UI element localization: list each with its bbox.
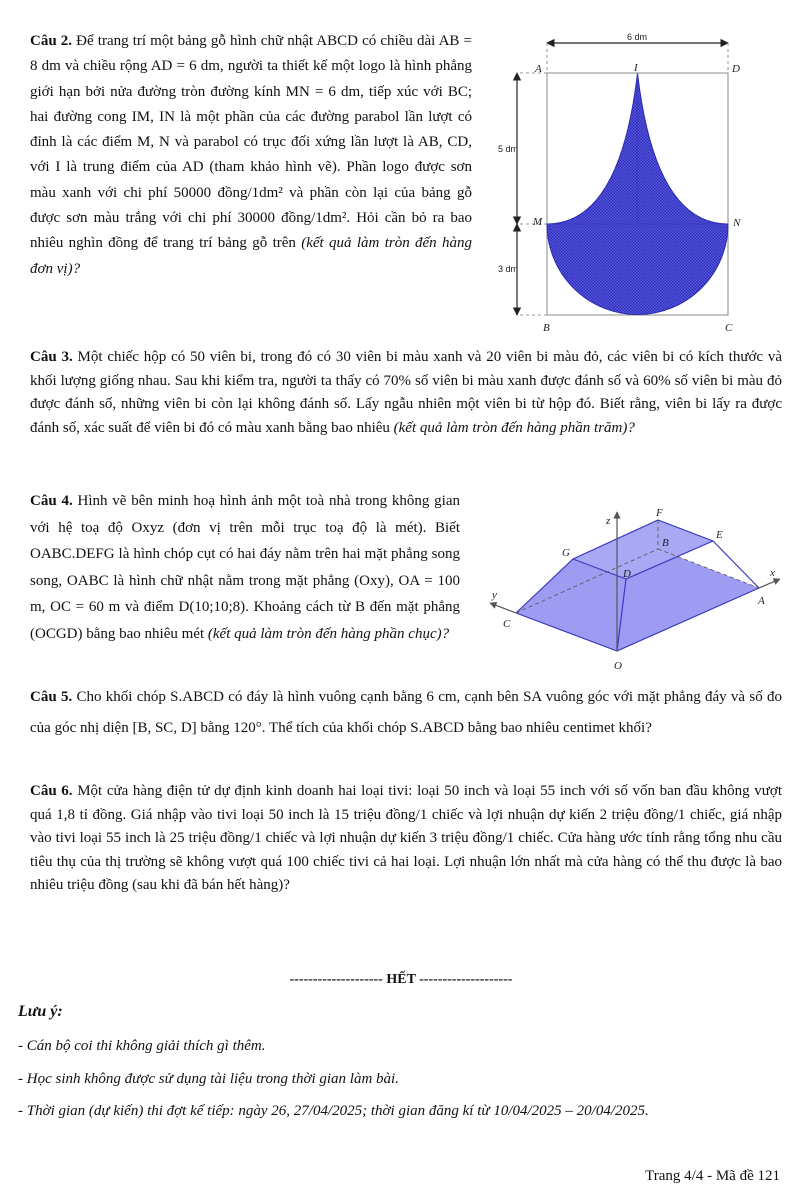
svg-text:B: B <box>543 322 550 334</box>
question-note: (kết quả làm tròn đến hàng đơn vị)? <box>30 235 473 277</box>
notes-title: Lưu ý: <box>18 1003 63 1020</box>
question-4 <box>30 488 460 648</box>
svg-text:A: A <box>535 63 542 75</box>
question-label: Câu 5. <box>30 689 73 705</box>
svg-text:F: F <box>656 507 663 519</box>
note-item: - Thời gian (dự kiến) thi đợt kế tiếp: ngày 26, 27/04/2025; thời gian đăng kí từ 10/04/2025 – 20/04/2025. <box>18 1103 649 1119</box>
question-note: (kết quả làm tròn đến hàng phần chục)? <box>207 625 450 642</box>
frustum-figure <box>480 490 780 680</box>
question-label: Câu 4. <box>30 493 73 509</box>
svg-text:x: x <box>770 567 775 579</box>
question-label: Câu 2. <box>30 33 73 49</box>
svg-text:G: G <box>562 547 570 559</box>
svg-text:3 dm: 3 dm <box>498 264 519 274</box>
svg-text:D: D <box>623 568 631 580</box>
question-text: Để trang trí một bảng gỗ hình chữ nhật ABCD có chiều dài AB = 8 dm và chiều rộng AD = 6 dm, người ta thiết kế một logo là hình phẳng giới hạn bởi nửa đường tròn đường kính MN = 6 dm, tiếp xúc với BC; hai đường cong IM, IN là một phần của các đường parabol lần lượt có đỉnh là các điểm M, N và parabol có trục đối xứng lần lượt là AB, CD, với I là trung điểm của AD (tham khảo hình vẽ). Phần logo được sơn màu xanh với chi phí 50000 đồng/1dm² và phần còn lại của bảng gỗ được sơn màu trắng với chi phí 30000 đồng/1dm². Hỏi cần bỏ ra bao nhiêu nghìn đồng để trang trí bảng gỗ trên <box>30 33 472 252</box>
logo-figure <box>480 20 780 340</box>
svg-text:C: C <box>503 618 511 630</box>
svg-text:C: C <box>725 322 733 334</box>
question-note: (kết quả làm tròn đến hàng phần trăm)? <box>393 419 635 436</box>
svg-text:B: B <box>662 537 669 549</box>
question-text: Một chiếc hộp có 50 viên bi, trong đó có 30 viên bi màu xanh và 20 viên bi màu đỏ, các viên bi có kích thước và khối lượng giống nhau. Sau khi kiểm tra, người ta thấy có 70% số viên bi màu xanh được đánh số và 60% số viên bi màu đỏ được đánh số, những viên bi còn lại không đánh số. Lấy ngẫu nhiên một viên bi từ hộp đó. Biết rằng, viên bi lấy ra được đánh số, xác suất để viên bi đó có màu xanh bằng bao nhiêu <box>30 349 782 436</box>
svg-text:D: D <box>732 63 740 75</box>
question-label: Câu 3. <box>30 349 73 365</box>
svg-text:A: A <box>758 595 765 607</box>
svg-text:N: N <box>733 217 741 229</box>
svg-text:M: M <box>533 216 543 228</box>
svg-text:I: I <box>634 62 638 74</box>
note-item: - Cán bộ coi thi không giải thích gì thêm. <box>18 1038 266 1054</box>
svg-text:y: y <box>492 589 497 601</box>
question-text: Hình vẽ bên minh hoạ hình ảnh một toà nhà trong không gian với hệ toạ độ Oxyz (đơn vị trên mỗi trục toạ độ là mét). Biết OABC.DEFG là hình chóp cụt có hai đáy nằm trên hai mặt phẳng song song, OABC là hình chữ nhật nằm trong mặt phẳng (Oxy), OA = 100 m, OC = 60 m và điểm D(10;10;8). Khoảng cách từ B đến mặt phẳng (OCGD) bằng bao nhiêu mét <box>30 493 460 642</box>
question-label: Câu 6. <box>30 783 73 799</box>
question-3 <box>30 346 782 440</box>
question-6 <box>30 780 782 898</box>
end-marker: -------------------- HẾT -------------------- <box>289 972 513 987</box>
svg-text:5 dm: 5 dm <box>498 144 519 154</box>
svg-text:O: O <box>614 660 622 672</box>
page-footer: Trang 4/4 - Mã đề 121 <box>645 1168 780 1184</box>
question-5 <box>30 682 782 744</box>
note-item: - Học sinh không được sử dụng tài liệu trong thời gian làm bài. <box>18 1071 399 1087</box>
svg-text:z: z <box>606 515 611 527</box>
svg-text:E: E <box>716 529 723 541</box>
question-text: Cho khối chóp S.ABCD có đáy là hình vuông cạnh bằng 6 cm, cạnh bên SA vuông góc với mặt phẳng đáy và số đo của góc nhị diện [B, SC, D] bằng 120°. Thể tích của khối chóp S.ABCD bằng bao nhiêu centimet khối? <box>30 689 782 736</box>
question-2 <box>30 29 472 282</box>
svg-text:6 dm: 6 dm <box>626 32 648 42</box>
question-text: Một cửa hàng điện tử dự định kinh doanh hai loại tivi: loại 50 inch và loại 55 inch với số vốn ban đầu không vượt quá 1,8 tỉ đồng. Giá nhập vào tivi loại 50 inch là 15 triệu đồng/1 chiếc và lợi nhuận dự kiến 2 triệu đồng/1 chiếc, giá nhập vào tivi loại 55 inch là 25 triệu đồng/1 chiếc và lợi nhuận dự kiến 3 triệu đồng/1 chiếc. Cửa hàng ước tính rằng tổng nhu cầu tiêu thụ của thị trường sẽ không vượt quá 100 chiếc tivi cả hai loại. Lợi nhuận lớn nhất mà cửa hàng có thể thu được là bao nhiêu triệu đồng (sau khi đã bán hết hàng)? <box>30 783 783 893</box>
